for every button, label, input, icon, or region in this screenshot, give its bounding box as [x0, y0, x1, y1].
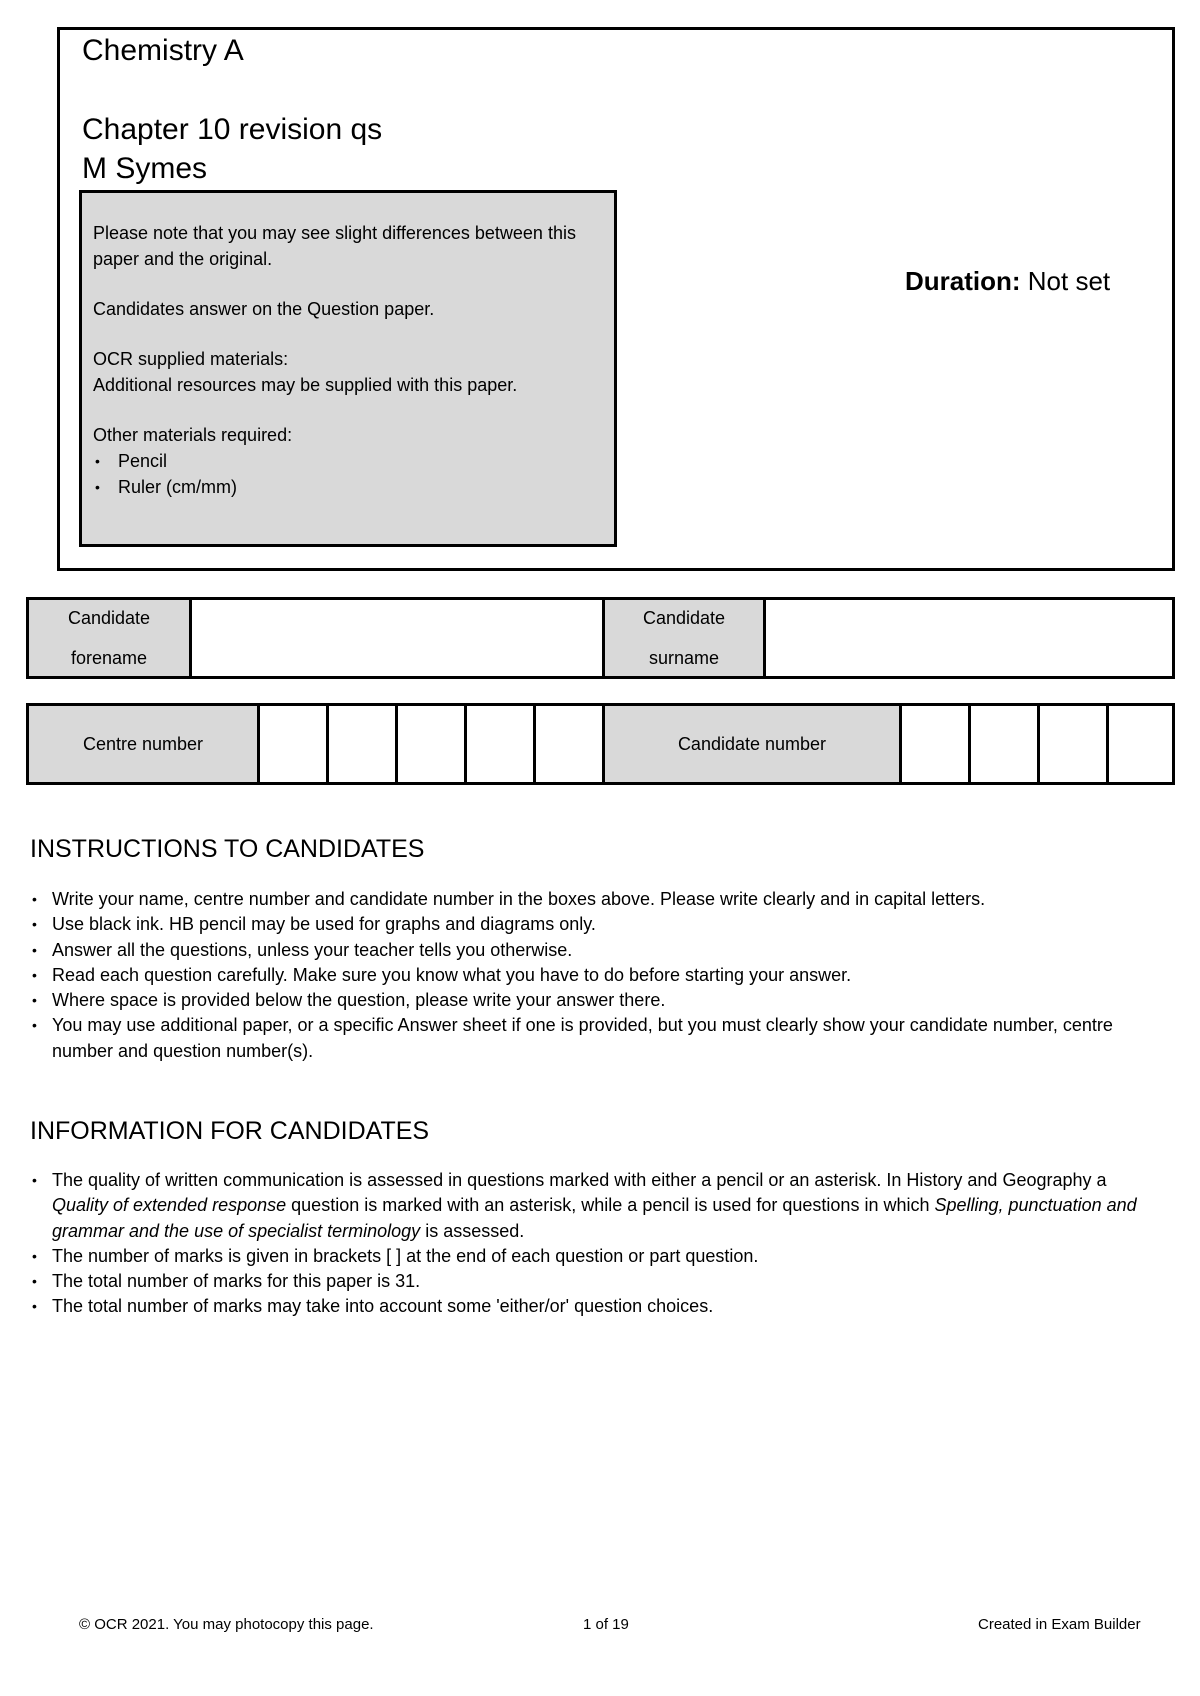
surname-label-line1: Candidate [642, 608, 726, 628]
information-list [30, 1168, 1160, 1320]
duration-value: Not set [1027, 266, 1111, 296]
qwc-text-2: question is marked with an asterisk, while a pencil is used for questions in which [286, 1195, 935, 1216]
required-materials-list [93, 448, 604, 500]
candidate-name-table [26, 597, 1175, 679]
candidate-number-digit-box[interactable] [1109, 706, 1172, 782]
duration-label: Duration: [905, 266, 1021, 296]
candidate-number-digit-box[interactable] [1040, 706, 1109, 782]
centre-number-label: Centre number [82, 733, 204, 754]
forename-label-cell [29, 600, 192, 676]
qwc-italic-2: Spelling, punctuation and grammar and the use of specialist terminology [52, 1195, 1137, 1241]
qwc-text-3: is assessed. [420, 1220, 525, 1241]
information-item: • The number of marks is given in brackets [ ] at the end of each question or part question. [30, 1244, 1160, 1269]
instruction-item: • Where space is provided below the question, please write your answer there. [30, 988, 1160, 1013]
candidate-number-label: Candidate number [677, 733, 827, 754]
duration [905, 266, 1110, 297]
footer-page-number: 1 of 19 [583, 1616, 629, 1633]
candidate-number-label-cell [605, 706, 902, 782]
required-materials-heading: Other materials required: [93, 425, 293, 445]
surname-label-line2: surname [648, 648, 720, 668]
instruction-item: • Answer all the questions, unless your teacher tells you otherwise. [30, 938, 1160, 963]
footer-created-by: Created in Exam Builder [978, 1616, 1141, 1633]
forename-label-line2: forename [70, 648, 148, 668]
author-name: M Symes [82, 152, 208, 185]
forename-input-cell[interactable] [192, 600, 605, 676]
centre-number-digit-box[interactable] [398, 706, 467, 782]
footer-copyright: © OCR 2021. You may photocopy this page. [79, 1616, 374, 1633]
required-item: • Pencil [93, 448, 604, 474]
instruction-item: • Write your name, centre number and candidate number in the boxes above. Please write clearly and in capital letters. [30, 887, 1160, 912]
centre-number-digit-box[interactable] [467, 706, 536, 782]
materials-info-box [79, 190, 617, 547]
candidate-number-digit-box[interactable] [971, 706, 1040, 782]
candidate-number-digit-box[interactable] [902, 706, 971, 782]
centre-number-label-cell [29, 706, 260, 782]
surname-input-cell[interactable] [766, 600, 1172, 676]
difference-note: Please note that you may see slight differences between this paper and the original. [93, 223, 576, 269]
subject-title: Chemistry A [82, 34, 244, 67]
required-item: • Ruler (cm/mm) [93, 474, 604, 500]
qwc-text-1: The quality of written communication is assessed in questions marked with either a pencil or an asterisk. In History and Geography a [52, 1170, 1107, 1190]
information-item: • The total number of marks for this paper is 31. [30, 1269, 1160, 1294]
information-heading: INFORMATION FOR CANDIDATES [30, 1117, 430, 1145]
instruction-item: • Use black ink. HB pencil may be used for graphs and diagrams only. [30, 912, 1160, 937]
centre-number-digit-box[interactable] [329, 706, 398, 782]
candidate-number-table [26, 703, 1175, 785]
supplied-materials-text: Additional resources may be supplied with this paper. [93, 375, 518, 395]
surname-label-cell [605, 600, 766, 676]
information-item: • The total number of marks may take into account some 'either/or' question choices. [30, 1294, 1160, 1319]
information-item [30, 1168, 1160, 1244]
instruction-item: • Read each question carefully. Make sure you know what you have to do before starting your answer. [30, 963, 1160, 988]
centre-number-digit-box[interactable] [260, 706, 329, 782]
instruction-item: • You may use additional paper, or a specific Answer sheet if one is provided, but you must clearly show your candidate number, centre number and question number(s). [30, 1013, 1160, 1064]
paper-title: Chapter 10 revision qs [82, 113, 383, 146]
qwc-italic-1: Quality of extended response [52, 1195, 287, 1216]
instructions-heading: INSTRUCTIONS TO CANDIDATES [30, 835, 425, 863]
answer-on-note: Candidates answer on the Question paper. [93, 299, 435, 319]
instructions-list [30, 887, 1160, 1064]
supplied-materials-heading: OCR supplied materials: [93, 349, 289, 369]
forename-label-line1: Candidate [67, 608, 151, 628]
centre-number-digit-box[interactable] [536, 706, 605, 782]
